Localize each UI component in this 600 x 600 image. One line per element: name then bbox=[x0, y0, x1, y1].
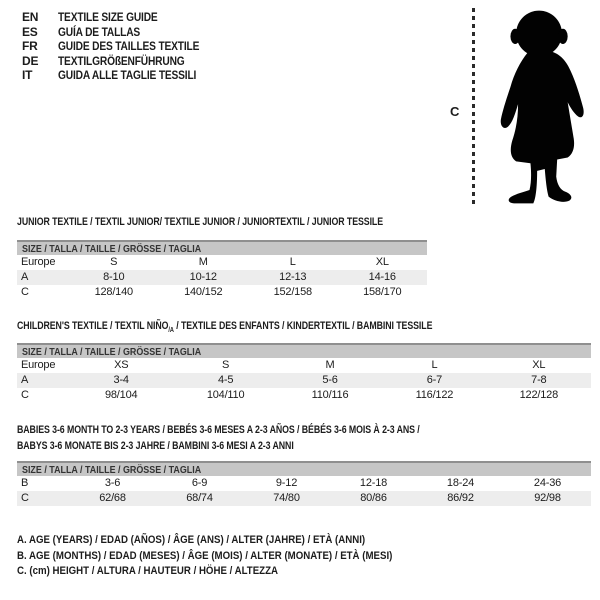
table-row bbox=[17, 255, 427, 270]
table-cell: XL bbox=[375, 256, 389, 268]
size-header-bar bbox=[17, 343, 591, 358]
table-cell: 6-7 bbox=[426, 374, 443, 386]
children-table-title-text bbox=[17, 320, 432, 334]
size-header-bar bbox=[17, 240, 427, 255]
size-table-rows bbox=[17, 255, 427, 300]
table-cell: M bbox=[325, 359, 335, 371]
table-cell: 3-4 bbox=[113, 374, 129, 386]
table-row bbox=[17, 270, 427, 285]
size-table-rows bbox=[17, 476, 591, 506]
row-label: A bbox=[21, 374, 29, 386]
measure-legend bbox=[17, 533, 444, 580]
table-cell: 4-5 bbox=[217, 374, 234, 386]
junior-table-title bbox=[17, 216, 475, 228]
height-measure-label: C bbox=[450, 104, 460, 119]
row-label: Europe bbox=[21, 359, 56, 371]
language-row bbox=[22, 39, 224, 54]
babies-table-title-line2: BABYS 3-6 MONATE BIS 2-3 JAHRE / BAMBINI 3-6 MESI A 2-3 ANNI bbox=[17, 440, 294, 452]
language-row bbox=[22, 10, 224, 25]
language-code: ES bbox=[22, 24, 38, 39]
table-row bbox=[17, 388, 591, 403]
table-cell: 12-13 bbox=[279, 271, 307, 283]
row-label: A bbox=[21, 271, 29, 283]
size-header-text: SIZE / TALLA / TAILLE / GRÖSSE / TAGLIA bbox=[22, 346, 202, 358]
table-cell: 152/158 bbox=[273, 286, 312, 298]
table-cell: S bbox=[222, 359, 230, 371]
table-cell: 74/80 bbox=[273, 492, 300, 504]
children-title-pre: CHILDREN'S TEXTILE / TEXTIL NIÑO bbox=[17, 320, 169, 332]
table-cell: 8-10 bbox=[103, 271, 125, 283]
table-cell: 18-24 bbox=[446, 477, 475, 489]
babies-table-title bbox=[17, 422, 520, 454]
table-cell: XS bbox=[114, 359, 129, 371]
table-cell: 122/128 bbox=[519, 389, 559, 401]
children-title-sub: /A bbox=[168, 327, 174, 335]
language-code: IT bbox=[22, 68, 33, 82]
table-cell: M bbox=[198, 256, 208, 268]
size-header-text: SIZE / TALLA / TAILLE / GRÖSSE / TAGLIA bbox=[22, 464, 202, 476]
table-cell: 140/152 bbox=[184, 286, 223, 298]
language-title: TEXTILGRÖßENFÜHRUNG bbox=[58, 53, 185, 68]
language-row bbox=[22, 54, 224, 69]
table-cell: L bbox=[431, 359, 438, 371]
table-cell: 98/104 bbox=[104, 389, 138, 401]
language-title: GUIDE DES TAILLES TEXTILE bbox=[58, 39, 200, 53]
legend-line-c-text: C. (cm) HEIGHT / ALTURA / HAUTEUR / HÖHE / ALTEZZA bbox=[17, 565, 279, 577]
table-cell: 110/116 bbox=[311, 389, 349, 401]
language-code: EN bbox=[22, 10, 39, 24]
children-table-title bbox=[17, 320, 536, 334]
table-row bbox=[17, 373, 591, 388]
table-cell: 116/122 bbox=[415, 389, 454, 401]
junior-size-table bbox=[17, 240, 427, 300]
table-cell: 128/140 bbox=[94, 286, 133, 298]
legend-line-a-text: A. AGE (YEARS) / EDAD (AÑOS) / ÂGE (ANS) / ALTER (JAHRE) / ETÀ (ANNI) bbox=[17, 534, 366, 546]
junior-table-title-text: JUNIOR TEXTILE / TEXTIL JUNIOR/ TEXTILE JUNIOR / JUNIORTEXTIL / JUNIOR TESSILE bbox=[17, 216, 384, 228]
legend-line-a bbox=[17, 533, 444, 549]
row-label: B bbox=[21, 477, 29, 489]
table-cell: 24-36 bbox=[533, 477, 562, 489]
size-table-rows bbox=[17, 358, 591, 403]
table-row bbox=[17, 476, 591, 491]
table-cell: 10-12 bbox=[189, 271, 217, 283]
table-cell: 80/86 bbox=[360, 492, 387, 504]
table-cell: 62/68 bbox=[99, 492, 126, 504]
height-measure-dashed-line bbox=[472, 8, 475, 206]
children-title-post: / TEXTILE DES ENFANTS / KINDERTEXTIL / BAMBINI TESSILE bbox=[173, 320, 433, 332]
language-title: TEXTILE SIZE GUIDE bbox=[58, 10, 158, 24]
table-cell: 12-18 bbox=[359, 477, 388, 489]
babies-table-title-line1: BABIES 3-6 MONTH TO 2-3 YEARS / BEBÉS 3-6 MESES A 2-3 AÑOS / BÉBÉS 3-6 MOIS À 2-3 ANS / bbox=[17, 424, 420, 436]
toddler-silhouette bbox=[478, 3, 600, 211]
language-code: FR bbox=[22, 39, 38, 53]
table-cell: 9-12 bbox=[275, 477, 298, 489]
table-cell: XL bbox=[532, 359, 546, 371]
table-row bbox=[17, 491, 591, 506]
table-cell: 5-6 bbox=[322, 374, 338, 386]
language-row bbox=[22, 25, 224, 40]
table-cell: 7-8 bbox=[531, 374, 547, 386]
table-cell: L bbox=[289, 256, 296, 268]
language-row bbox=[22, 68, 224, 83]
table-cell: 6-9 bbox=[191, 477, 208, 489]
size-header-text: SIZE / TALLA / TAILLE / GRÖSSE / TAGLIA bbox=[22, 243, 202, 255]
table-cell: 3-6 bbox=[104, 477, 121, 489]
legend-line-b bbox=[17, 549, 444, 565]
language-code: DE bbox=[22, 53, 39, 68]
legend-line-c bbox=[17, 564, 444, 580]
table-cell: S bbox=[110, 256, 118, 268]
legend-line-b-text: B. AGE (MONTHS) / EDAD (MESES) / ÂGE (MOIS) / ALTER (MONATE) / ETÀ (MESI) bbox=[17, 549, 393, 562]
language-title-list bbox=[22, 10, 224, 83]
table-cell: 14-16 bbox=[368, 271, 396, 283]
row-label: Europe bbox=[21, 256, 56, 268]
row-label: C bbox=[21, 389, 29, 401]
table-cell: 86/92 bbox=[447, 492, 474, 504]
table-cell: 158/170 bbox=[363, 286, 402, 298]
table-row bbox=[17, 285, 427, 300]
children-size-table bbox=[17, 343, 591, 403]
row-label: C bbox=[21, 286, 29, 298]
row-label: C bbox=[21, 492, 29, 504]
size-header-bar bbox=[17, 461, 591, 476]
babies-size-table bbox=[17, 461, 591, 506]
language-title: GUÍA DE TALLAS bbox=[58, 24, 141, 39]
language-title: GUIDA ALLE TAGLIE TESSILI bbox=[58, 68, 197, 82]
table-row bbox=[17, 358, 591, 373]
table-cell: 104/110 bbox=[206, 389, 245, 401]
table-cell: 92/98 bbox=[534, 492, 561, 504]
table-cell: 68/74 bbox=[186, 492, 213, 504]
